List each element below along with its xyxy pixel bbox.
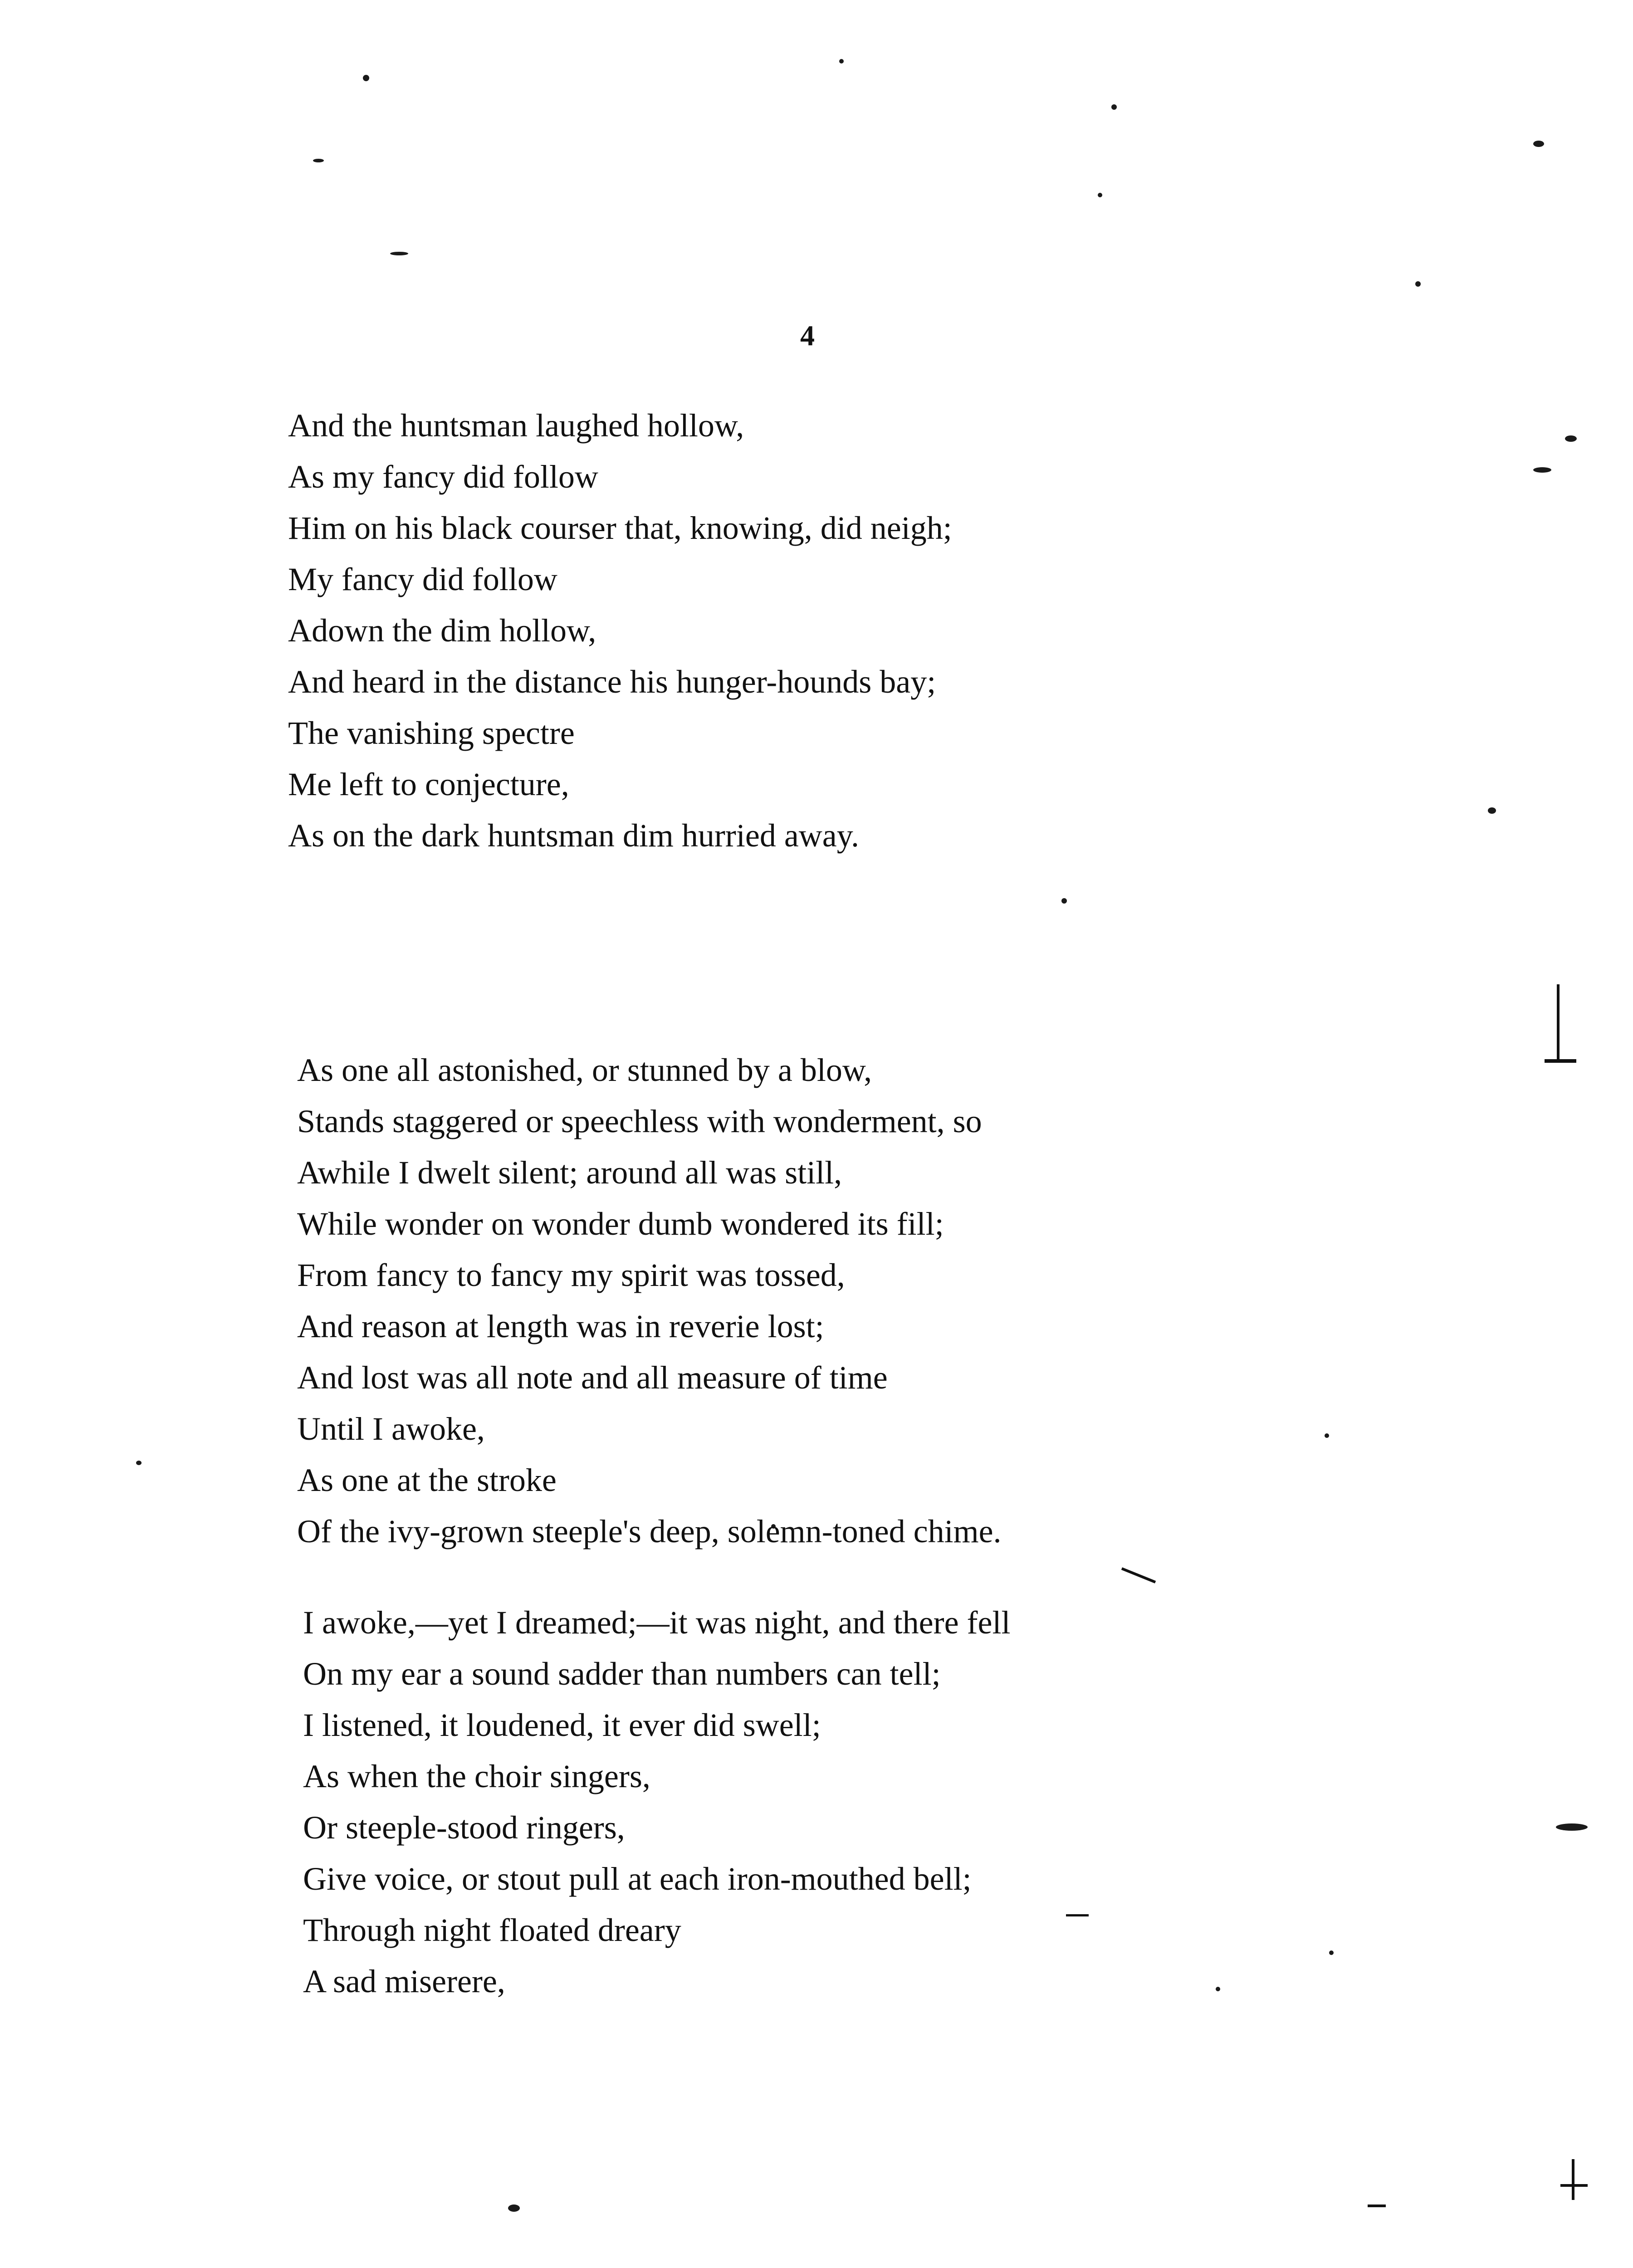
poem-line: Until I awoke, bbox=[297, 1411, 485, 1447]
stanza-1 bbox=[288, 400, 952, 861]
print-speck bbox=[1533, 141, 1544, 147]
poem-line: The vanishing spectre bbox=[288, 715, 575, 751]
margin-mark bbox=[1572, 2159, 1574, 2200]
print-speck bbox=[1556, 1823, 1588, 1831]
poem-line: From fancy to fancy my spirit was tossed, bbox=[297, 1257, 845, 1293]
print-speck bbox=[1329, 1950, 1334, 1955]
poem-line: And reason at length was in reverie lost; bbox=[297, 1308, 824, 1344]
poem-line: Give voice, or stout pull at each iron-mouthed bell; bbox=[303, 1861, 972, 1897]
margin-mark bbox=[1368, 2204, 1386, 2207]
margin-mark bbox=[1557, 984, 1560, 1061]
print-speck bbox=[508, 2204, 520, 2212]
print-speck bbox=[1488, 807, 1496, 814]
print-speck bbox=[1061, 898, 1067, 904]
poem-line: Through night floated dreary bbox=[303, 1912, 681, 1948]
poem-line: Stands staggered or speechless with wonderment, so bbox=[297, 1103, 982, 1139]
poem-line: Awhile I dwelt silent; around all was still, bbox=[297, 1154, 842, 1191]
poem-line: As one at the stroke bbox=[297, 1462, 557, 1498]
print-speck bbox=[1565, 435, 1577, 442]
stanza-3 bbox=[303, 1597, 1010, 2007]
print-speck bbox=[839, 59, 844, 64]
poem-line: As my fancy did follow bbox=[288, 459, 598, 495]
poem-line: While wonder on wonder dumb wondered its fill; bbox=[297, 1206, 944, 1242]
page-number: 4 bbox=[800, 319, 815, 352]
poem-line: I listened, it loudened, it ever did swell; bbox=[303, 1707, 821, 1743]
print-speck bbox=[1216, 1987, 1220, 1991]
poem-line: Adown the dim hollow, bbox=[288, 612, 596, 649]
poem-line: And lost was all note and all measure of time bbox=[297, 1359, 888, 1396]
margin-mark bbox=[1066, 1914, 1089, 1916]
poem-line: My fancy did follow bbox=[288, 561, 557, 597]
poem-line: And the huntsman laughed hollow, bbox=[288, 407, 744, 444]
print-speck bbox=[1325, 1433, 1329, 1438]
print-speck bbox=[313, 159, 324, 162]
margin-mark bbox=[1545, 1059, 1576, 1063]
poem-line: And heard in the distance his hunger-hounds bay; bbox=[288, 664, 936, 700]
margin-mark bbox=[1121, 1567, 1156, 1584]
poem-line: Of the ivy-grown steeple's deep, solemn-toned chime. bbox=[297, 1513, 1002, 1549]
poem-line: Me left to conjecture, bbox=[288, 766, 569, 802]
stanza-2 bbox=[297, 1045, 1002, 1557]
poem-line: On my ear a sound sadder than numbers can tell; bbox=[303, 1656, 941, 1692]
print-speck bbox=[136, 1461, 142, 1465]
print-speck bbox=[363, 75, 369, 81]
poem-line: As on the dark huntsman dim hurried away. bbox=[288, 817, 860, 854]
poem-line: Him on his black courser that, knowing, did neigh; bbox=[288, 510, 952, 546]
poem-line: As when the choir singers, bbox=[303, 1758, 650, 1794]
poem-line: As one all astonished, or stunned by a blow, bbox=[297, 1052, 872, 1088]
print-speck bbox=[1415, 281, 1421, 287]
poem-line: Or steeple-stood ringers, bbox=[303, 1809, 625, 1846]
print-speck bbox=[1098, 193, 1102, 197]
print-speck bbox=[1533, 467, 1551, 473]
poem-line: I awoke,—yet I dreamed;—it was night, and there fell bbox=[303, 1604, 1011, 1641]
print-speck bbox=[1111, 104, 1117, 110]
poem-line: A sad miserere, bbox=[303, 1963, 505, 1999]
print-speck bbox=[390, 252, 408, 255]
margin-mark bbox=[1560, 2184, 1588, 2187]
